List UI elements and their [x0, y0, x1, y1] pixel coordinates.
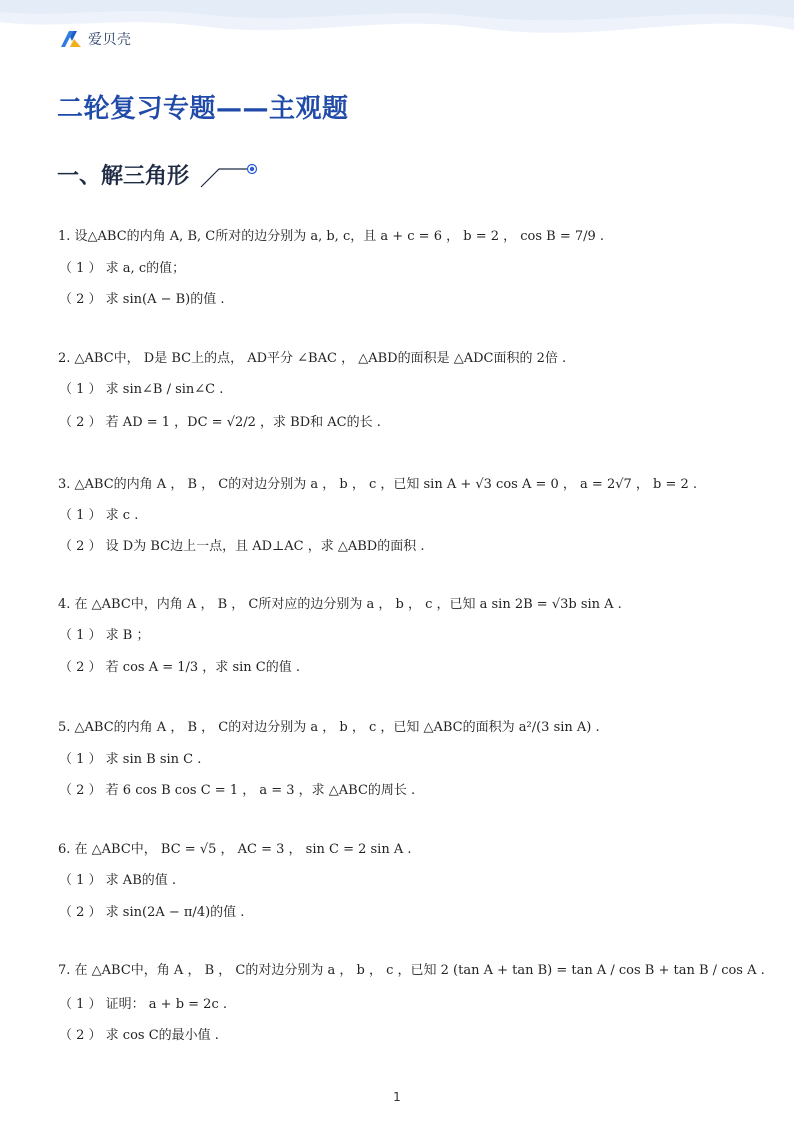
- problem-7-part-2: （ 2 ） 求 cos C的最小值 .: [59, 1028, 219, 1043]
- problem-3: 3. △ABC的内角 A ， B ， C的对边分别为 a ， b ， c ，已知 sin A + √3 cos A = 0 ， a = 2√7 ， b = 2 .: [58, 477, 698, 492]
- problem-4-part-1: （ 1 ） 求 B ；: [59, 628, 150, 643]
- problem-2-part-2: （ 2 ） 若 AD = 1 ，DC = √2/2 ，求 BD和 AC的长 .: [59, 415, 381, 430]
- problem-2: 2. △ABC中， D是 BC上的点， AD平分 ∠BAC ， △ABD的面积是 △ADC面积的 2倍 .: [58, 351, 567, 366]
- problem-1: 1. 设△ABC的内角 A, B, C所对的边分别为 a, b, c，且 a + c = 6 ， b = 2 ， cos B = 7/9 .: [58, 229, 605, 244]
- problem-4: 4. 在 △ABC中，内角 A ， B ， C所对应的边分别为 a ， b ， c ，已知 a sin 2B = √3b sin A .: [58, 597, 622, 612]
- problem-5-part-1: （ 1 ） 求 sin B sin C .: [59, 752, 202, 767]
- problem-6: 6. 在 △ABC中， BC = √5 ， AC = 3 ， sin C = 2 sin A .: [58, 842, 412, 857]
- section-title-decoration: [197, 157, 265, 189]
- problem-6-part-1: （ 1 ） 求 AB的值 .: [59, 873, 177, 888]
- page-number: 1: [393, 1090, 401, 1104]
- brand-logo-text: 爱贝壳: [88, 32, 132, 48]
- brand-logo-icon: [59, 30, 83, 48]
- problem-3-part-2: （ 2 ） 设 D为 BC边上一点，且 AD⊥AC ，求 △ABD的面积 .: [59, 539, 425, 554]
- problem-4-part-2: （ 2 ） 若 cos A = 1/3 ，求 sin C的值 .: [59, 660, 300, 675]
- problem-1-part-2: （ 2 ） 求 sin(A − B)的值 .: [59, 292, 225, 307]
- problem-1-part-1: （ 1 ） 求 a, c的值；: [59, 261, 186, 276]
- problem-5: 5. △ABC的内角 A ， B ， C的对边分别为 a ， b ， c ，已知 △ABC的面积为 a²/(3 sin A) .: [58, 720, 600, 735]
- document-title: 二轮复习专题——主观题: [57, 94, 349, 124]
- problem-2-part-1: （ 1 ） 求 sin∠B / sin∠C .: [59, 382, 224, 397]
- brand-logo: [59, 29, 132, 49]
- problem-6-part-2: （ 2 ） 求 sin(2A − π/4)的值 .: [59, 905, 245, 920]
- section-header: [57, 159, 189, 189]
- problem-5-part-2: （ 2 ） 若 6 cos B cos C = 1 ， a = 3 ，求 △ABC的周长 .: [59, 783, 416, 798]
- section-title: 一、解三角形: [57, 164, 190, 189]
- problem-7-part-1: （ 1 ） 证明： a + b = 2c .: [59, 997, 228, 1012]
- problem-7: 7. 在 △ABC中，角 A ， B ， C的对边分别为 a ， b ， c ，已知 2 (tan A + tan B) = tan A / cos B + tan B / cos A .: [58, 963, 765, 978]
- problem-3-part-1: （ 1 ） 求 c .: [59, 508, 139, 523]
